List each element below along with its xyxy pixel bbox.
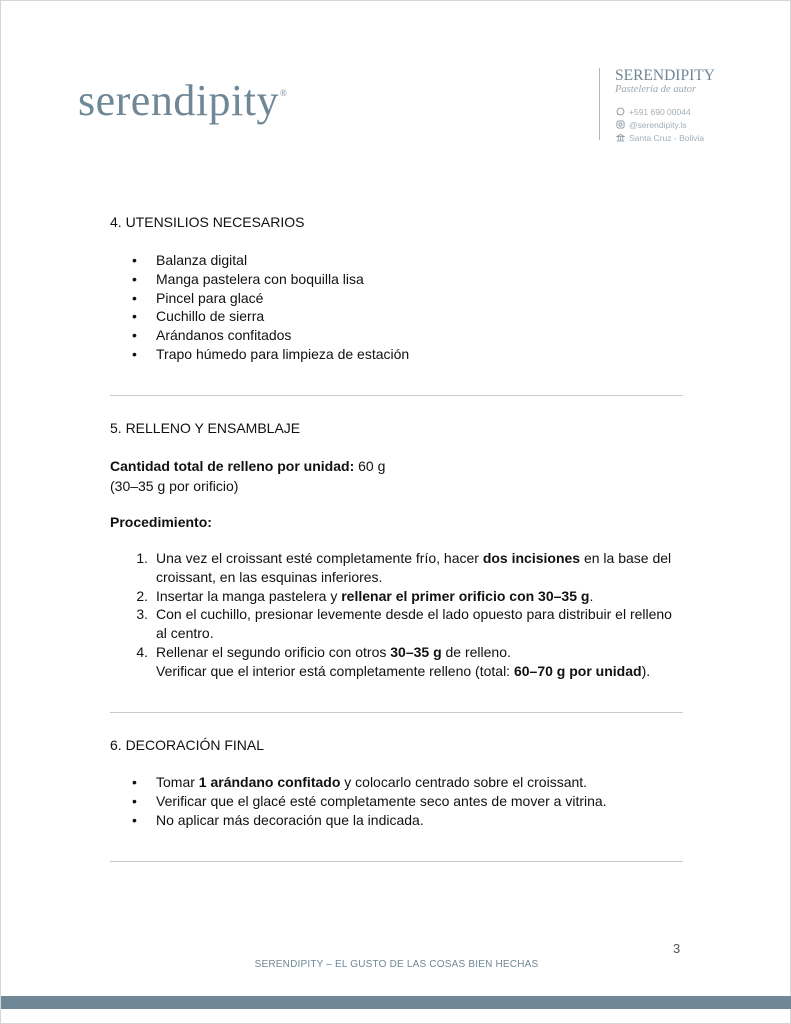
contact-list <box>615 105 749 144</box>
section-5-title: 5. RELLENO Y ENSAMBLAJE <box>110 420 301 436</box>
brand-contact-block <box>599 67 749 143</box>
contact-location-text: Santa Cruz - Bolivia <box>629 132 705 143</box>
footer-bar <box>1 996 791 1009</box>
list-item <box>110 605 683 643</box>
quantity-note: (30–35 g por orificio) <box>110 478 239 494</box>
contact-instagram <box>615 118 749 131</box>
step-number: 3. <box>136 606 148 623</box>
procedure-heading: Procedimiento: <box>110 514 212 530</box>
list-item <box>110 587 683 606</box>
filling-quantity <box>110 456 385 496</box>
instagram-icon <box>615 120 625 129</box>
step-emphasis: 60–70 g por unidad <box>513 662 642 679</box>
list-item <box>110 549 683 587</box>
section-divider <box>110 712 683 713</box>
list-item: • Cuchillo de sierra <box>110 307 683 326</box>
step-number: 1. <box>136 550 148 566</box>
utensils-list <box>110 251 683 364</box>
list-item: • Balanza digital <box>110 251 683 270</box>
brand-logo <box>78 76 288 125</box>
list-item <box>110 773 683 792</box>
list-item: • Manga pastelera con boquilla lisa <box>110 270 683 289</box>
step-text: en la base del croissant, en las esquinas inferiores. <box>156 550 672 585</box>
step-text: Una vez el croissant esté completamente frío, hacer <box>156 550 483 566</box>
brand-name: SERENDIPITY <box>615 67 715 84</box>
list-item: • Arándanos confitados <box>110 326 683 345</box>
step-number: 2. <box>136 587 148 604</box>
step-text: Rellenar el segundo orificio con otros <box>156 643 391 660</box>
procedure-steps <box>110 549 683 681</box>
step-emphasis: dos incisiones <box>482 550 581 566</box>
section-divider <box>110 861 683 862</box>
step-text: Insertar la manga pastelera y <box>156 587 342 604</box>
item-text: Tomar <box>156 774 199 790</box>
footer-tagline: SERENDIPITY – EL GUSTO DE LAS COSAS BIEN HECHAS <box>254 959 539 970</box>
section-4-title: 4. UTENSILIOS NECESARIOS <box>110 214 305 230</box>
page-number: 3 <box>673 941 681 956</box>
step-number: 4. <box>136 643 148 660</box>
brand-tagline: Pastelería de autor <box>615 84 697 95</box>
step-text: ). <box>641 662 651 679</box>
contact-phone-text: +591 690 00044 <box>629 106 691 117</box>
section-divider <box>110 395 683 396</box>
whatsapp-icon <box>615 107 625 116</box>
location-icon <box>615 133 625 142</box>
step-text: Con el cuchillo, presionar levemente desde el lado opuesto para distribuir el relleno al centro. <box>156 606 672 642</box>
quantity-label: Cantidad total de relleno por unidad: <box>110 458 355 474</box>
list-item: • Trapo húmedo para limpieza de estación <box>110 345 683 364</box>
contact-instagram-text: @serendipity.ls <box>629 119 687 130</box>
item-text: y colocarlo centrado sobre el croissant. <box>340 774 588 790</box>
quantity-value: 60 g <box>354 458 386 474</box>
item-emphasis: 1 arándano confitado <box>198 774 341 790</box>
logo-text: serendipity <box>78 76 280 125</box>
step-text: . <box>589 587 594 604</box>
procedure-label <box>110 512 212 532</box>
list-item: • No aplicar más decoración que la indicada. <box>110 811 683 830</box>
list-item: • Pincel para glacé <box>110 289 683 308</box>
list-item <box>110 643 683 681</box>
contact-phone <box>615 105 749 118</box>
list-item: • Verificar que el glacé esté completamente seco antes de mover a vitrina. <box>110 792 683 811</box>
registered-mark: ® <box>280 88 288 98</box>
section-6-title: 6. DECORACIÓN FINAL <box>110 737 265 753</box>
contact-location <box>615 131 749 144</box>
decoration-list <box>110 773 683 829</box>
step-emphasis: 30–35 g <box>390 643 442 660</box>
step-text: Verificar que el interior está completamente relleno (total: <box>156 662 514 679</box>
step-emphasis: rellenar el primer orificio con 30–35 g <box>341 587 590 604</box>
step-text: de relleno. <box>441 643 511 660</box>
